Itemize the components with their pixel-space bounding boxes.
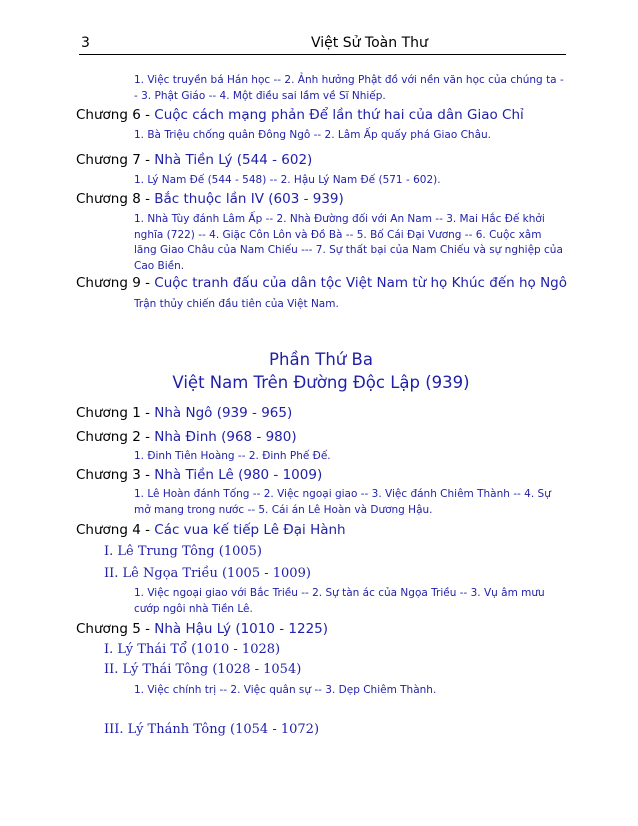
chapter-label: Chương 2 - xyxy=(76,429,155,445)
subsection-le-trung-tong[interactable]: I. Lê Trung Tông (1005) xyxy=(104,544,262,559)
part-heading: Phần Thứ Ba xyxy=(269,350,373,369)
part3-chapter-1-heading xyxy=(76,404,292,422)
chapter-9-heading xyxy=(76,274,567,292)
subsection-ly-thai-to[interactable]: I. Lý Thái Tổ (1010 - 1028) xyxy=(104,642,281,657)
subsection-ly-thanh-tong[interactable]: III. Lý Thánh Tông (1054 - 1072) xyxy=(104,722,320,737)
part3-chapter-5-heading xyxy=(76,620,328,638)
chapter-title[interactable]: Nhà Ngô (939 - 965) xyxy=(154,405,293,421)
part-subtitle: Việt Nam Trên Đường Độc Lập (939) xyxy=(172,373,470,392)
part3-chapter-3-description: 1. Lê Hoàn đánh Tống -- 2. Việc ngoại giao -- 3. Việc đánh Chiêm Thành -- 4. Sự mở mang trong nước -- 5. Cái án Lê Hoàn và Dương Hậu. xyxy=(134,488,551,516)
chapter-title[interactable]: Các vua kế tiếp Lê Đại Hành xyxy=(154,522,346,538)
chapter-label: Chương 7 - xyxy=(76,152,155,168)
subsection-ly-thai-tong[interactable]: II. Lý Thái Tông (1028 - 1054) xyxy=(104,662,302,677)
part3-chapter-4-heading xyxy=(76,521,346,539)
chapter-title[interactable]: Nhà Tiền Lê (980 - 1009) xyxy=(154,467,323,483)
part3-chapter-2-heading xyxy=(76,428,297,446)
chapter-7-description: 1. Lý Nam Đế (544 - 548) -- 2. Hậu Lý Nam Đế (571 - 602). xyxy=(134,174,441,186)
chapter-title[interactable]: Nhà Đinh (968 - 980) xyxy=(154,429,297,445)
chapter-title[interactable]: Nhà Tiền Lý (544 - 602) xyxy=(154,152,313,168)
part3-chapter-2-description: 1. Đinh Tiên Hoàng -- 2. Đinh Phế Đế. xyxy=(134,450,331,462)
chapter-7-heading xyxy=(76,151,312,169)
subsection-le-ngoa-trieu-description: 1. Việc ngoại giao với Bắc Triều -- 2. Sự tàn ác của Ngọa Triều -- 3. Vụ âm mưu cướp ngôi nhà Tiền Lê. xyxy=(134,587,545,615)
chapter-label: Chương 4 - xyxy=(76,522,155,538)
chapter-title[interactable]: Bắc thuộc lần IV (603 - 939) xyxy=(154,191,344,207)
part3-chapter-3-heading xyxy=(76,466,322,484)
chapter-8-description: 1. Nhà Tùy đánh Lâm Ấp -- 2. Nhà Đường đối với An Nam -- 3. Mai Hắc Đế khởi nghĩa (722) -- 4. Giặc Côn Lôn và Đồ Bà -- 5. Bố Cái Đại Vương -- 6. Cuộc xâm lăng Giao Châu của Nam Chiếu --- 7. Sự thất bại của Nam Chiếu và sự nghiệp của Cao Biền. xyxy=(134,213,563,272)
chapter-title[interactable]: Cuộc cách mạng phản Để lần thứ hai của dân Giao Chỉ xyxy=(154,107,524,123)
chapter-title[interactable]: Nhà Hậu Lý (1010 - 1225) xyxy=(154,621,329,637)
running-title: Việt Sử Toàn Thư xyxy=(311,35,428,51)
chapter-label: Chương 8 - xyxy=(76,191,155,207)
subsection-le-ngoa-trieu[interactable]: II. Lê Ngọa Triều (1005 - 1009) xyxy=(104,566,311,581)
page-number: 3 xyxy=(81,35,90,51)
chapter-label: Chương 6 - xyxy=(76,107,155,123)
chapter-9-description: Trận thủy chiến đầu tiên của Việt Nam. xyxy=(134,298,339,310)
subsection-ly-thai-tong-description: 1. Việc chính trị -- 2. Việc quân sự -- 3. Dẹp Chiêm Thành. xyxy=(134,684,437,696)
chapter-6-heading xyxy=(76,106,524,124)
chapter-5-description: 1. Việc truyền bá Hán học -- 2. Ảnh hưởng Phật đồ với nền văn học của chúng ta -- 3. Phật Giáo -- 4. Một điều sai lầm về Sĩ Nhiếp. xyxy=(134,74,564,102)
page-header xyxy=(79,32,566,55)
chapter-label: Chương 9 - xyxy=(76,275,155,291)
chapter-label: Chương 3 - xyxy=(76,467,155,483)
chapter-label: Chương 1 - xyxy=(76,405,155,421)
chapter-label: Chương 5 - xyxy=(76,621,155,637)
chapter-title[interactable]: Cuộc tranh đấu của dân tộc Việt Nam từ họ Khúc đến họ Ngô xyxy=(154,275,568,291)
chapter-8-heading xyxy=(76,190,344,208)
chapter-6-description: 1. Bà Triệu chống quân Đông Ngô -- 2. Lâm Ấp quấy phá Giao Châu. xyxy=(134,129,492,141)
